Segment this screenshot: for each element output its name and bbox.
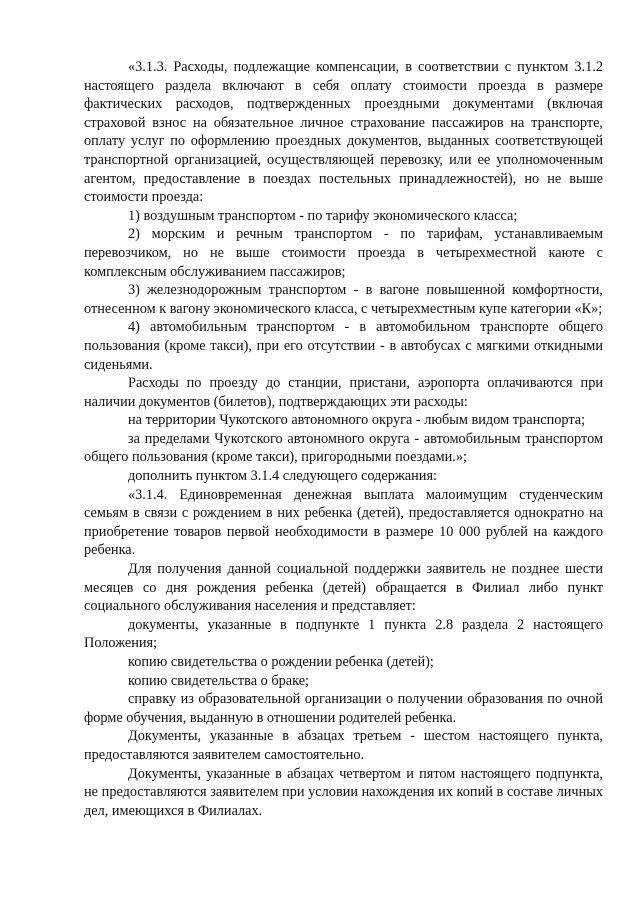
paragraph-air-transport: 1) воздушным транспортом - по тарифу экономического класса; xyxy=(128,207,518,224)
paragraph-birth-certificate: копию свидетельства о рождении ребенка (детей); xyxy=(128,654,434,670)
paragraph-self-submission: Документы, указанные в абзацах третьем - шестом настоящего пункта, предоставляются заявителем самостоятельно. xyxy=(84,728,603,763)
paragraph-station-expenses: Расходы по проезду до станции, пристани, аэропорта оплачиваются при наличии документов (билетов), подтверждающих эти расходы: xyxy=(84,375,603,410)
paragraph-documents-list: документы, указанные в подпункте 1 пункта 2.8 раздела 2 настоящего Положения; xyxy=(84,616,603,652)
paragraph-application: Для получения данной социальной поддержки заявитель не позднее шести месяцев со дня рождения ребенка (детей) обращается в Филиал либо пункт социального обслуживания населения и представляет: xyxy=(84,561,603,615)
paragraph-education-certificate: справку из образовательной организации о получении образования по очной форме обучения, выданную в отношении родителей ребенка. xyxy=(84,691,603,726)
paragraph-3-1-4: «3.1.4. Единовременная денежная выплата малоимущим студенческим семьям в связи с рождением в них ребенка (детей), предоставляется однократно на приобретение товаров первой необходимости в размере 10 000 рублей на каждого ребенка. xyxy=(84,486,603,559)
paragraph-road-transport: 4) автомобильным транспортом - в автомобильном транспорте общего пользования (кроме такси), при его отсутствии - в автобусах с мягкими откидными сиденьями. xyxy=(84,319,603,373)
paragraph-within-okrug: на территории Чукотского автономного округа - любым видом транспорта; xyxy=(128,412,586,429)
paragraph-rail-transport: 3) железнодорожным транспортом - в вагоне повышенной комфортности, отнесенном к вагону экономического класса, с четырехместным купе категории «К»; xyxy=(84,282,603,317)
paragraph-marriage-certificate: копию свидетельства о браке; xyxy=(128,672,310,689)
paragraph-not-required: Документы, указанные в абзацах четвертом и пятом настоящего подпункта, не предоставляются заявителем при условии нахождения их копий в составе личных дел, имеющихся в Филиалах. xyxy=(84,765,603,819)
paragraph-sea-river-transport: 2) морским и речным транспортом - по тарифам, устанавливаемым перевозчиком, но не выше стоимости проезда в четырехместной каюте с комплексным обслуживанием пассажиров; xyxy=(84,226,603,280)
paragraph-add-3-1-4: дополнить пунктом 3.1.4 следующего содержания: xyxy=(128,468,437,485)
document-page xyxy=(84,58,603,820)
paragraph-outside-okrug: за пределами Чукотского автономного округа - автомобильным транспортом общего пользования (кроме такси), пригородными поездами.»; xyxy=(84,430,603,466)
paragraph-3-1-3: «3.1.3. Расходы, подлежащие компенсации, в соответствии с пунктом 3.1.2 настоящего раздела включают в себя оплату стоимости проезда в размере фактических расходов, подтвержденных проездными документами (включая страховой взнос на обязательное личное страхование пассажиров на транспорте, оплату услуг по оформлению проездных документов, выданных соответствующей транспортной организацией, осуществляющей перевозку, или ее уполномоченным агентом, предоставление в поездах постельных принадлежностей), но не выше стоимости проезда: xyxy=(84,59,603,206)
